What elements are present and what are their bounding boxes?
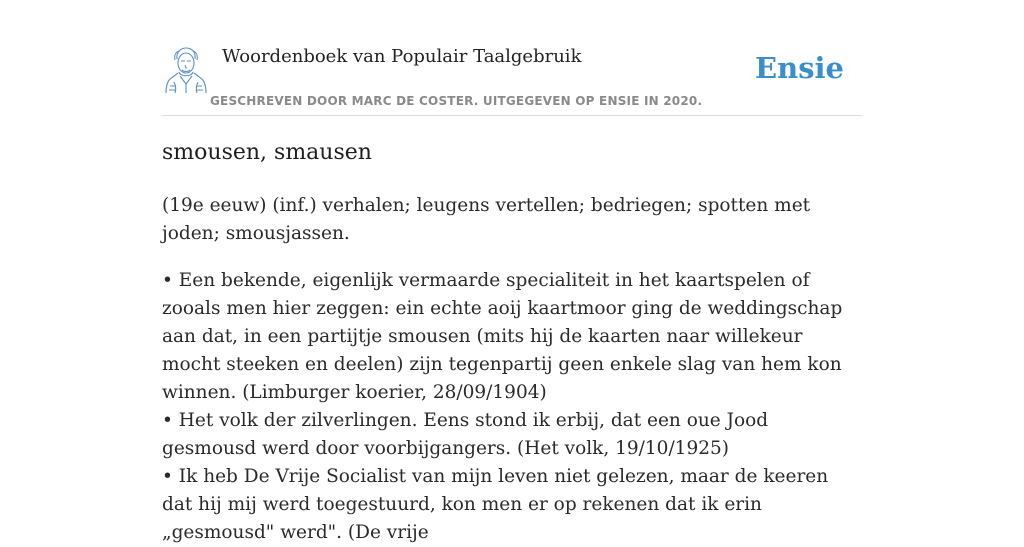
author-portrait-svg [164,46,208,94]
entry-content [162,192,862,547]
example-quote: • Een bekende, eigenlijk vermaarde specialiteit in het kaartspelen of zooals men hier zeggen: ein echte aoij kaartmoor ging de weddingschap aan dat, in een partijtje smousen (mits hij de kaarten naar willekeur mocht steeken en deelen) zijn tegenpartij geen enkele slag van hem kon winnen. (Limburger koerier, 28/09/1904) [162,270,843,403]
example-quote: • Ik heb De Vrije Socialist van mijn leven niet gelezen, maar de keeren dat hij mij werd toegestuurd, kon men er op rekenen dat ik erin „gesmousd" werd". (De vrije [162,466,829,543]
entry-definition: (19e eeuw) (inf.) verhalen; leugens vertellen; bedriegen; spotten met joden; smousjassen. [162,195,811,244]
book-title[interactable]: Woordenboek van Populair Taalgebruik [222,46,582,67]
site-header [162,42,862,116]
brand-logo[interactable]: Ensie [755,51,844,85]
author-portrait-icon[interactable] [164,46,208,94]
example-quote: • Het volk der zilverlingen. Eens stond ik erbij, dat een oue Jood gesmousd werd door voorbijgangers. (Het volk, 19/10/1925) [162,410,769,459]
entry-title: smousen, smausen [162,140,372,165]
byline: GESCHREVEN DOOR MARC DE COSTER. UITGEGEVEN OP ENSIE IN 2020. [210,94,703,108]
